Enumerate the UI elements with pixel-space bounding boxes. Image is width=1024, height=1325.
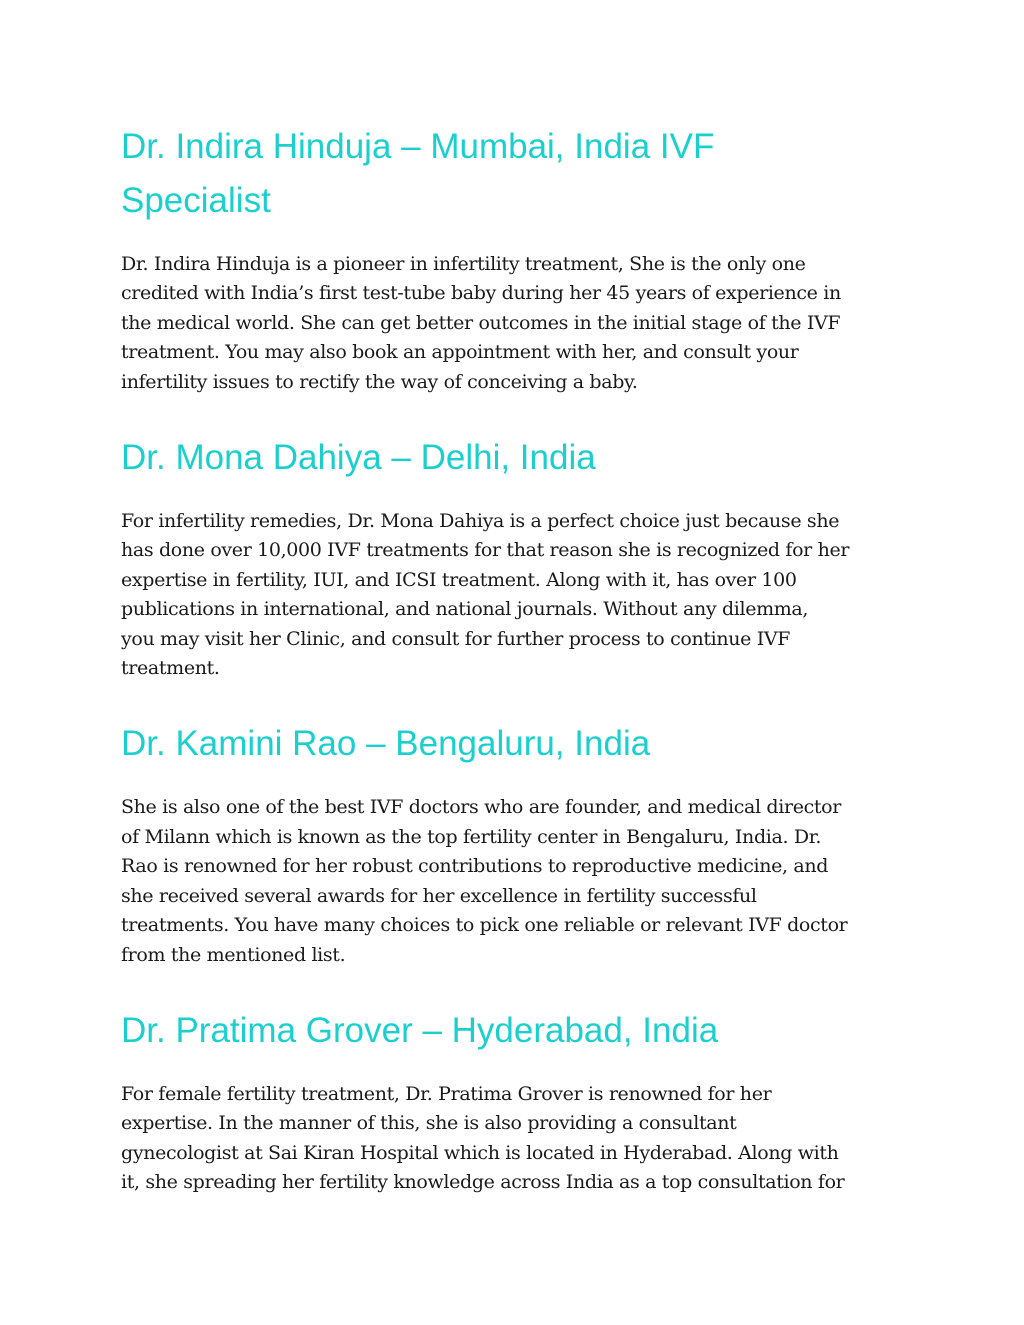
heading-line: Specialist	[121, 181, 271, 220]
text-line: expertise in fertility, IUI, and ICSI treatment. Along with it, has over 100	[121, 568, 797, 591]
section-indira-hinduja	[121, 120, 911, 397]
section-paragraph	[121, 793, 911, 969]
text-line: she received several awards for her excellence in fertility successful	[121, 884, 757, 907]
text-line: the medical world. She can get better outcomes in the initial stage of the IVF	[121, 311, 841, 334]
text-line: treatments. You have many choices to pick one reliable or relevant IVF doctor	[121, 914, 848, 937]
text-line: has done over 10,000 IVF treatments for that reason she is recognized for her	[121, 539, 850, 562]
section-paragraph	[121, 507, 911, 683]
text-line: For female fertility treatment, Dr. Pratima Grover is renowned for her	[121, 1082, 772, 1105]
text-line: it, she spreading her fertility knowledge across India as a top consultation for	[121, 1171, 845, 1194]
text-line: publications in international, and national journals. Without any dilemma,	[121, 598, 809, 621]
text-line: infertility issues to rectify the way of conceiving a baby.	[121, 370, 638, 393]
document-page	[121, 120, 911, 1198]
section-paragraph	[121, 1080, 911, 1198]
heading-line: Dr. Indira Hinduja – Mumbai, India IVF	[121, 127, 715, 166]
section-heading: Dr. Mona Dahiya – Delhi, India	[121, 438, 596, 478]
section-heading: Dr. Pratima Grover – Hyderabad, India	[121, 1010, 719, 1050]
text-line: you may visit her Clinic, and consult for further process to continue IVF	[121, 627, 791, 650]
section-heading	[121, 120, 911, 228]
text-line: Dr. Indira Hinduja is a pioneer in infertility treatment, She is the only one	[121, 253, 806, 275]
text-line: For infertility remedies, Dr. Mona Dahiya is a perfect choice just because she	[121, 510, 840, 533]
text-line: She is also one of the best IVF doctors who are founder, and medical director	[121, 796, 841, 819]
section-kamini-rao	[121, 717, 911, 969]
section-heading: Dr. Kamini Rao – Bengaluru, India	[121, 724, 651, 764]
section-paragraph	[121, 250, 911, 397]
text-line: treatment.	[121, 657, 220, 680]
text-line: expertise. In the manner of this, she is also providing a consultant	[121, 1112, 737, 1135]
text-line: credited with India’s first test-tube baby during her 45 years of experience in	[121, 282, 841, 305]
section-pratima-grover	[121, 1004, 911, 1198]
text-line: Rao is renowned for her robust contributions to reproductive medicine, and	[121, 855, 829, 878]
text-line: gynecologist at Sai Kiran Hospital which is located in Hyderabad. Along with	[121, 1141, 839, 1164]
text-line: treatment. You may also book an appointment with her, and consult your	[121, 341, 799, 364]
text-line: of Milann which is known as the top fertility center in Bengaluru, India. Dr.	[121, 825, 822, 848]
section-mona-dahiya	[121, 431, 911, 683]
text-line: from the mentioned list.	[121, 943, 346, 966]
